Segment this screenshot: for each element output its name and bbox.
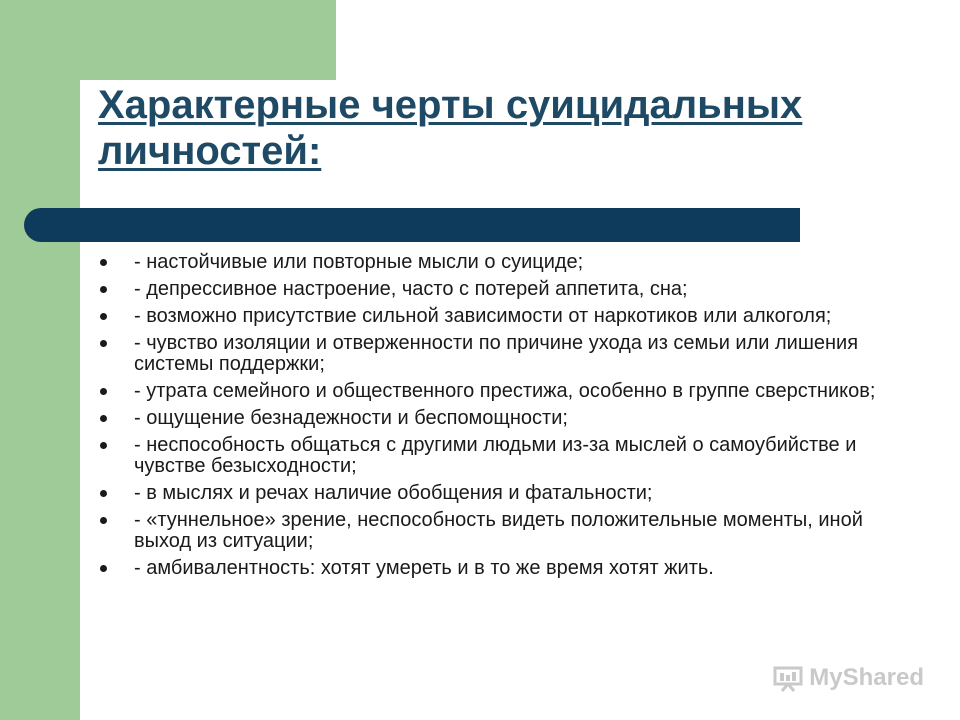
bullet-dot-icon xyxy=(100,490,107,497)
presentation-board-icon xyxy=(773,664,803,692)
list-item-text: - амбивалентность: хотят умереть и в то же время хотят жить. xyxy=(134,557,714,579)
bullet-dot-icon xyxy=(100,415,107,422)
list-item xyxy=(98,333,878,375)
bullet-dot-icon xyxy=(100,259,107,266)
slide-title-line-1: Характерные черты суицидальных xyxy=(98,83,803,127)
slide-title xyxy=(98,82,898,174)
bullet-dot-icon xyxy=(100,286,107,293)
list-item-text: - в мыслях и речах наличие обобщения и фатальности; xyxy=(134,482,653,504)
list-item xyxy=(98,558,878,579)
list-item-text: - возможно присутствие сильной зависимости от наркотиков или алкоголя; xyxy=(134,305,832,327)
list-item xyxy=(98,279,878,300)
decorative-green-column xyxy=(0,0,80,720)
watermark xyxy=(773,664,924,692)
decorative-navy-bar-notch xyxy=(64,233,800,242)
bullet-dot-icon xyxy=(100,442,107,449)
list-item xyxy=(98,435,878,477)
list-item-text: - ощущение безнадежности и беспомощности; xyxy=(134,407,568,429)
bullet-dot-icon xyxy=(100,565,107,572)
bullet-dot-icon xyxy=(100,388,107,395)
list-item xyxy=(98,381,878,402)
list-item xyxy=(98,408,878,429)
bullet-dot-icon xyxy=(100,340,107,347)
list-item xyxy=(98,483,878,504)
list-item xyxy=(98,252,878,273)
bullet-dot-icon xyxy=(100,517,107,524)
watermark-text: MyShared xyxy=(809,664,924,691)
bullet-list xyxy=(98,252,878,585)
list-item-text: - «туннельное» зрение, неспособность видеть положительные моменты, иной выход из ситуации; xyxy=(134,509,863,552)
list-item xyxy=(98,510,878,552)
list-item-text: - утрата семейного и общественного престижа, особенно в группе сверстников; xyxy=(134,380,876,402)
slide-title-line-2: личностей: xyxy=(98,129,322,173)
decorative-green-corner xyxy=(80,0,336,80)
list-item-text: - неспособность общаться с другими людьми из-за мыслей о самоубийстве и чувстве безысходности; xyxy=(134,434,857,477)
list-item-text: - депрессивное настроение, часто с потерей аппетита, сна; xyxy=(134,278,688,300)
list-item-text: - настойчивые или повторные мысли о суициде; xyxy=(134,251,584,273)
bullet-dot-icon xyxy=(100,313,107,320)
list-item-text: - чувство изоляции и отверженности по причине ухода из семьи или лишения системы поддержки; xyxy=(134,332,859,375)
list-item xyxy=(98,306,878,327)
